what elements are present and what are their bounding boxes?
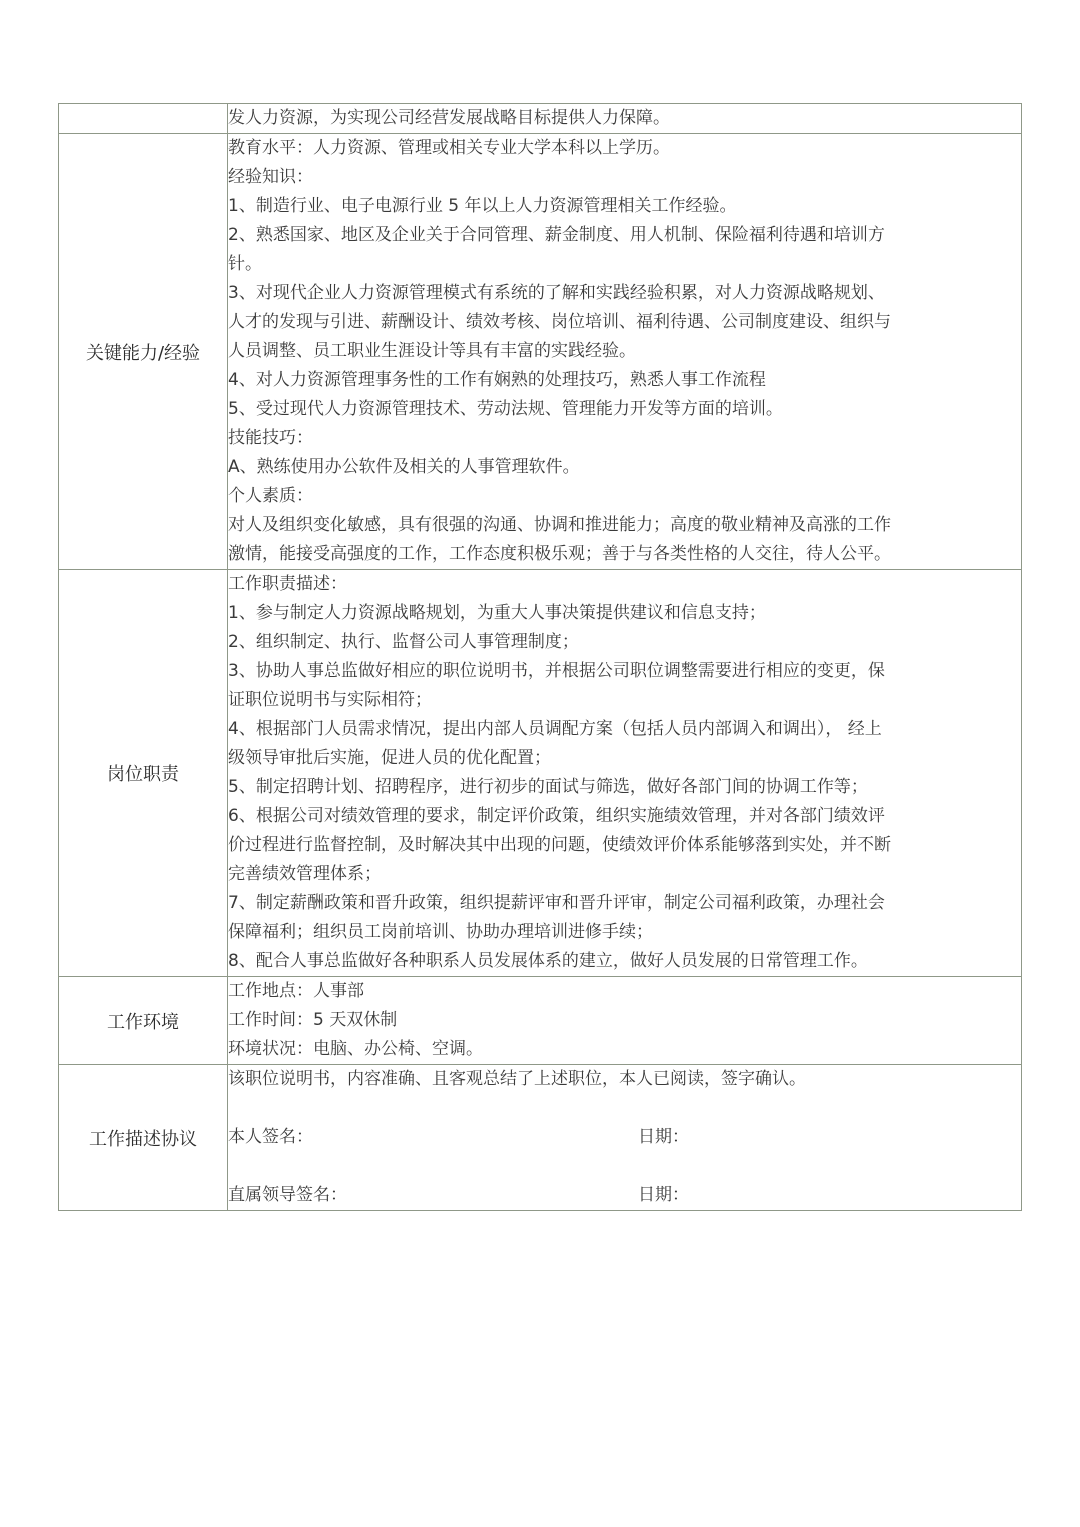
text-line: 3、协助人事总监做好相应的职位说明书，并根据公司职位调整需要进行相应的变更，保 <box>228 661 885 681</box>
text-line: 8、配合人事总监做好各种职系人员发展体系的建立，做好人员发展的日常管理工作。 <box>228 951 868 971</box>
text-line: 6、根据公司对绩效管理的要求，制定评价政策，组织实施绩效管理，并对各部门绩效评 <box>228 806 885 826</box>
text-line: 4、根据部门人员需求情况，提出内部人员调配方案（包括人员内部调入和调出）， 经上 <box>228 719 882 739</box>
text-line: 教育水平：人力资源、管理或相关专业大学本科以上学历。 <box>228 138 670 158</box>
row-key-ability <box>59 134 1022 570</box>
text-line: 工作地点：人事部 <box>228 981 364 1001</box>
text-line: 人员调整、员工职业生涯设计等具有丰富的实践经验。 <box>228 341 636 361</box>
text-line: A、熟练使用办公软件及相关的人事管理软件。 <box>228 457 580 477</box>
text-line: 级领导审批后实施，促进人员的优化配置； <box>228 748 551 768</box>
text-line: 5、受过现代人力资源管理技术、劳动法规、管理能力开发等方面的培训。 <box>228 399 783 419</box>
leader-signature-field: 直属领导签名： <box>228 1185 347 1205</box>
self-signature-row <box>228 1123 1021 1152</box>
text-line: 1、制造行业、电子电源行业 5 年以上人力资源管理相关工作经验。 <box>228 196 737 216</box>
agreement-content <box>228 1065 1022 1211</box>
environment-content <box>228 977 1022 1065</box>
text-line: 3、对现代企业人力资源管理模式有系统的了解和实践经验积累，对人力资源战略规划、 <box>228 283 885 303</box>
text-line: 技能技巧： <box>228 428 313 448</box>
row-duties <box>59 570 1022 977</box>
leader-signature-row <box>228 1181 1021 1210</box>
text-line: 发人力资源，为实现公司经营发展战略目标提供人力保障。 <box>228 108 670 128</box>
text-line: 4、对人力资源管理事务性的工作有娴熟的处理技巧，熟悉人事工作流程 <box>228 370 766 390</box>
text-line: 经验知识： <box>228 167 313 187</box>
text-line: 人才的发现与引进、薪酬设计、绩效考核、岗位培训、福利待遇、公司制度建设、组织与 <box>228 312 891 332</box>
key-ability-content <box>228 134 1022 570</box>
row-continuation <box>59 104 1022 134</box>
text-line: 价过程进行监督控制，及时解决其中出现的问题，使绩效评价体系能够落到实处，并不断 <box>228 835 891 855</box>
environment-label: 工作环境 <box>59 977 228 1065</box>
text-line: 环境状况：电脑、办公椅、空调。 <box>228 1039 483 1059</box>
text-line: 1、参与制定人力资源战略规划，为重大人事决策提供建议和信息支持； <box>228 603 766 623</box>
text-line: 5、制定招聘计划、招聘程序，进行初步的面试与筛选，做好各部门间的协调工作等； <box>228 777 868 797</box>
text-line: 2、熟悉国家、地区及企业关于合同管理、薪金制度、用人机制、保险福利待遇和培训方 <box>228 225 885 245</box>
text-line: 保障福利；组织员工岗前培训、协助办理培训进修手续； <box>228 922 653 942</box>
text-line: 7、制定薪酬政策和晋升政策，组织提薪评审和晋升评审，制定公司福利政策，办理社会 <box>228 893 885 913</box>
text-line: 完善绩效管理体系； <box>228 864 381 884</box>
row-continuation-label <box>59 104 228 134</box>
duties-label: 岗位职责 <box>59 570 228 977</box>
agreement-label: 工作描述协议 <box>59 1065 228 1211</box>
text-line: 工作时间：5 天双休制 <box>228 1010 398 1030</box>
text-line: 个人素质： <box>228 486 313 506</box>
row-continuation-content <box>228 104 1022 134</box>
text-line: 激情，能接受高强度的工作，工作态度积极乐观；善于与各类性格的人交往，待人公平。 <box>228 544 891 564</box>
self-date-field: 日期： <box>638 1127 689 1147</box>
blank-line <box>228 1152 1021 1181</box>
text-line: 2、组织制定、执行、监督公司人事管理制度； <box>228 632 579 652</box>
row-environment <box>59 977 1022 1065</box>
blank-line <box>228 1094 1021 1123</box>
text-line: 针。 <box>228 254 262 274</box>
text-line: 证职位说明书与实际相符； <box>228 690 432 710</box>
leader-date-field: 日期： <box>638 1185 689 1205</box>
row-agreement <box>59 1065 1022 1211</box>
duties-content <box>228 570 1022 977</box>
text-line: 对人及组织变化敏感，具有很强的沟通、协调和推进能力；高度的敬业精神及高涨的工作 <box>228 515 891 535</box>
self-signature-field: 本人签名： <box>228 1127 313 1147</box>
key-ability-label: 关键能力/经验 <box>59 134 228 570</box>
text-line: 工作职责描述： <box>228 574 347 594</box>
job-description-table <box>58 103 1022 1211</box>
agreement-statement: 该职位说明书，内容准确、且客观总结了上述职位，本人已阅读，签字确认。 <box>228 1069 806 1089</box>
